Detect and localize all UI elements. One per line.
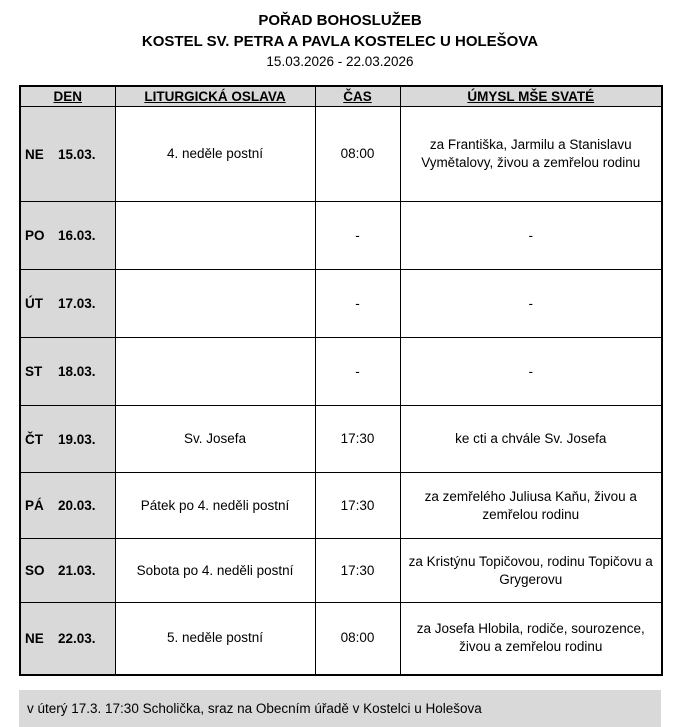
intention-cell: za Josefa Hlobila, rodiče, sourozence, živou a zemřelou rodinu — [400, 603, 662, 675]
footer-note — [19, 690, 661, 727]
table-row — [20, 107, 662, 202]
day-date: 18.03. — [58, 364, 96, 379]
celebration-cell: Pátek po 4. neděli postní — [115, 473, 315, 539]
day-abbrev: NE — [25, 630, 44, 646]
celebration-cell — [115, 202, 315, 270]
table-row — [20, 406, 662, 473]
time-cell: 17:30 — [315, 406, 400, 473]
day-abbrev: PÁ — [25, 498, 44, 513]
column-header-den: DEN — [20, 86, 115, 107]
celebration-cell — [115, 270, 315, 338]
intention-cell: - — [400, 338, 662, 406]
celebration-cell: Sobota po 4. neděli postní — [115, 539, 315, 603]
time-cell: - — [315, 338, 400, 406]
time-cell: 17:30 — [315, 539, 400, 603]
day-cell — [20, 406, 115, 473]
intention-cell: za Kristýnu Topičovou, rodinu Topičovu a Grygerovu — [400, 539, 662, 603]
day-cell — [20, 202, 115, 270]
day-cell — [20, 107, 115, 202]
time-cell: 08:00 — [315, 603, 400, 675]
day-date: 17.03. — [58, 296, 96, 311]
table-row — [20, 202, 662, 270]
title-block — [0, 10, 680, 72]
celebration-cell: Sv. Josefa — [115, 406, 315, 473]
day-date: 16.03. — [58, 228, 96, 243]
table-row — [20, 603, 662, 675]
day-date: 22.03. — [58, 630, 96, 646]
footer-note-text: v úterý 17.3. 17:30 Scholička, sraz na Obecním úřadě v Kostelci u Holešova — [27, 701, 482, 716]
table-row — [20, 338, 662, 406]
page-title: POŘAD BOHOSLUŽEB — [258, 12, 422, 29]
day-date: 20.03. — [58, 498, 96, 513]
celebration-cell — [115, 338, 315, 406]
header-row — [20, 86, 662, 107]
day-abbrev: PO — [25, 228, 45, 243]
day-abbrev: SO — [25, 563, 45, 578]
time-cell: 08:00 — [315, 107, 400, 202]
day-date: 15.03. — [58, 146, 96, 162]
column-header-umysl: ÚMYSL MŠE SVATÉ — [400, 86, 662, 107]
day-cell — [20, 270, 115, 338]
day-abbrev: ČT — [25, 431, 43, 447]
day-cell — [20, 603, 115, 675]
celebration-cell: 5. neděle postní — [115, 603, 315, 675]
page-subtitle: KOSTEL SV. PETRA A PAVLA KOSTELEC U HOLEŠOVA — [141, 33, 539, 50]
day-cell — [20, 338, 115, 406]
intention-cell: za Františka, Jarmilu a Stanislavu Vymětalovy, živou a zemřelou rodinu — [400, 107, 662, 202]
day-abbrev: NE — [25, 146, 44, 162]
column-header-oslava: LITURGICKÁ OSLAVA — [115, 86, 315, 107]
day-abbrev: ÚT — [25, 296, 43, 311]
schedule-table — [19, 85, 663, 676]
day-cell — [20, 473, 115, 539]
table-row — [20, 539, 662, 603]
day-date: 21.03. — [58, 563, 96, 578]
time-cell: - — [315, 202, 400, 270]
table-row — [20, 473, 662, 539]
table-row — [20, 270, 662, 338]
intention-cell: za zemřelého Juliusa Kaňu, živou a zemřelou rodinu — [400, 473, 662, 539]
celebration-cell: 4. neděle postní — [115, 107, 315, 202]
time-cell: 17:30 — [315, 473, 400, 539]
time-cell: - — [315, 270, 400, 338]
intention-cell: - — [400, 202, 662, 270]
date-range: 15.03.2026 - 22.03.2026 — [266, 54, 414, 69]
column-header-cas: ČAS — [315, 86, 400, 107]
day-cell — [20, 539, 115, 603]
day-abbrev: ST — [25, 364, 43, 379]
day-date: 19.03. — [58, 431, 96, 447]
intention-cell: ke cti a chvále Sv. Josefa — [400, 406, 662, 473]
intention-cell: - — [400, 270, 662, 338]
